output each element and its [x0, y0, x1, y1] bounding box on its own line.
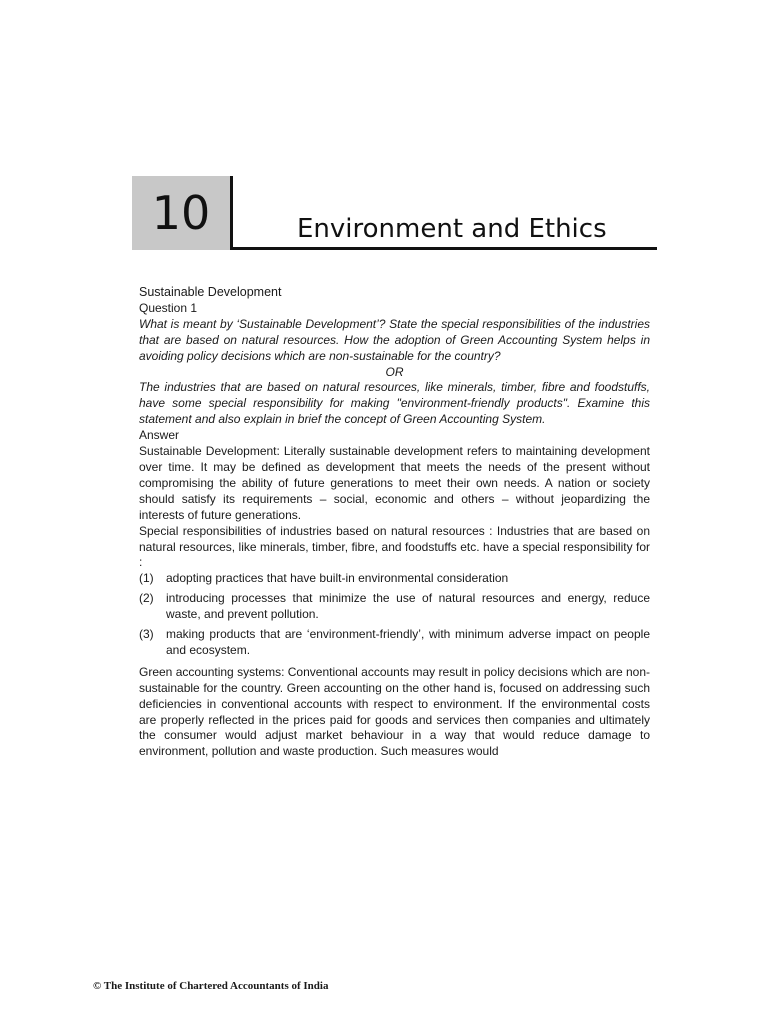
paragraph-sustainable-development: Sustainable Development: Literally sustainable development refers to maintaining development over time. It may be defined as development that meets the needs of the present without compromising the ability of future generations to meet their own needs. A nation or society should satisfy its requirements – social, economic and others – without jeopardizing the interests of future generations. — [139, 444, 650, 522]
or-separator: OR — [385, 364, 404, 379]
chapter-title: Environment and Ethics — [297, 214, 607, 244]
question-text: What is meant by ‘Sustainable Development’? State the special responsibilities of the industries that are based on natural resources. How the adoption of Green Accounting System helps in avoiding policy decisions which are non-sustainable for the country? — [139, 316, 650, 363]
chapter-underline — [233, 247, 657, 250]
list-item-number: (1) — [139, 571, 154, 586]
page-content — [139, 285, 650, 760]
section-heading: Sustainable Development — [139, 285, 282, 299]
paragraph-special-responsibilities: Special responsibilities of industries based on natural resources : Industries that are based on natural resources, like minerals, timber, fibre, and foodstuffs etc. have a special responsibility for : — [139, 523, 650, 570]
question-label: Question 1 — [139, 300, 198, 315]
list-item-text: adopting practices that have built-in environmental consideration — [166, 571, 509, 586]
chapter-number: 10 — [151, 186, 211, 240]
answer-label: Answer — [139, 428, 180, 443]
list-item-text: making products that are ‘environment-friendly’, with minimum adverse impact on people and ecosystem. — [166, 627, 650, 657]
footer-copyright: © The Institute of Chartered Accountants of India — [93, 980, 329, 992]
list-item-number: (2) — [139, 591, 154, 606]
list-item — [139, 627, 650, 659]
chapter-number-box — [132, 176, 230, 250]
list-item-number: (3) — [139, 627, 154, 642]
question-alt-text: The industries that are based on natural resources, like minerals, timber, fibre and foodstuffs, have some special responsibility for making "environment-friendly products". Examine this statement and also explain in brief the concept of Green Accounting System. — [139, 380, 650, 427]
list-item-text: introducing processes that minimize the use of natural resources and energy, reduce waste, and prevent pollution. — [166, 591, 650, 622]
list-item — [139, 571, 650, 587]
list-item — [139, 591, 650, 623]
chapter-divider — [230, 176, 233, 250]
paragraph-green-accounting: Green accounting systems: Conventional accounts may result in policy decisions which are non-sustainable for the country. Green accounting on the other hand is, focused on addressing such deficiencies in conventional accounts with respect to environment. If the environmental costs are properly reflected in the prices paid for goods and services then companies and ultimately the consumer would adjust market behaviour in a way that would reduce damage to environment, pollution and waste production. Such measures would — [139, 664, 650, 759]
